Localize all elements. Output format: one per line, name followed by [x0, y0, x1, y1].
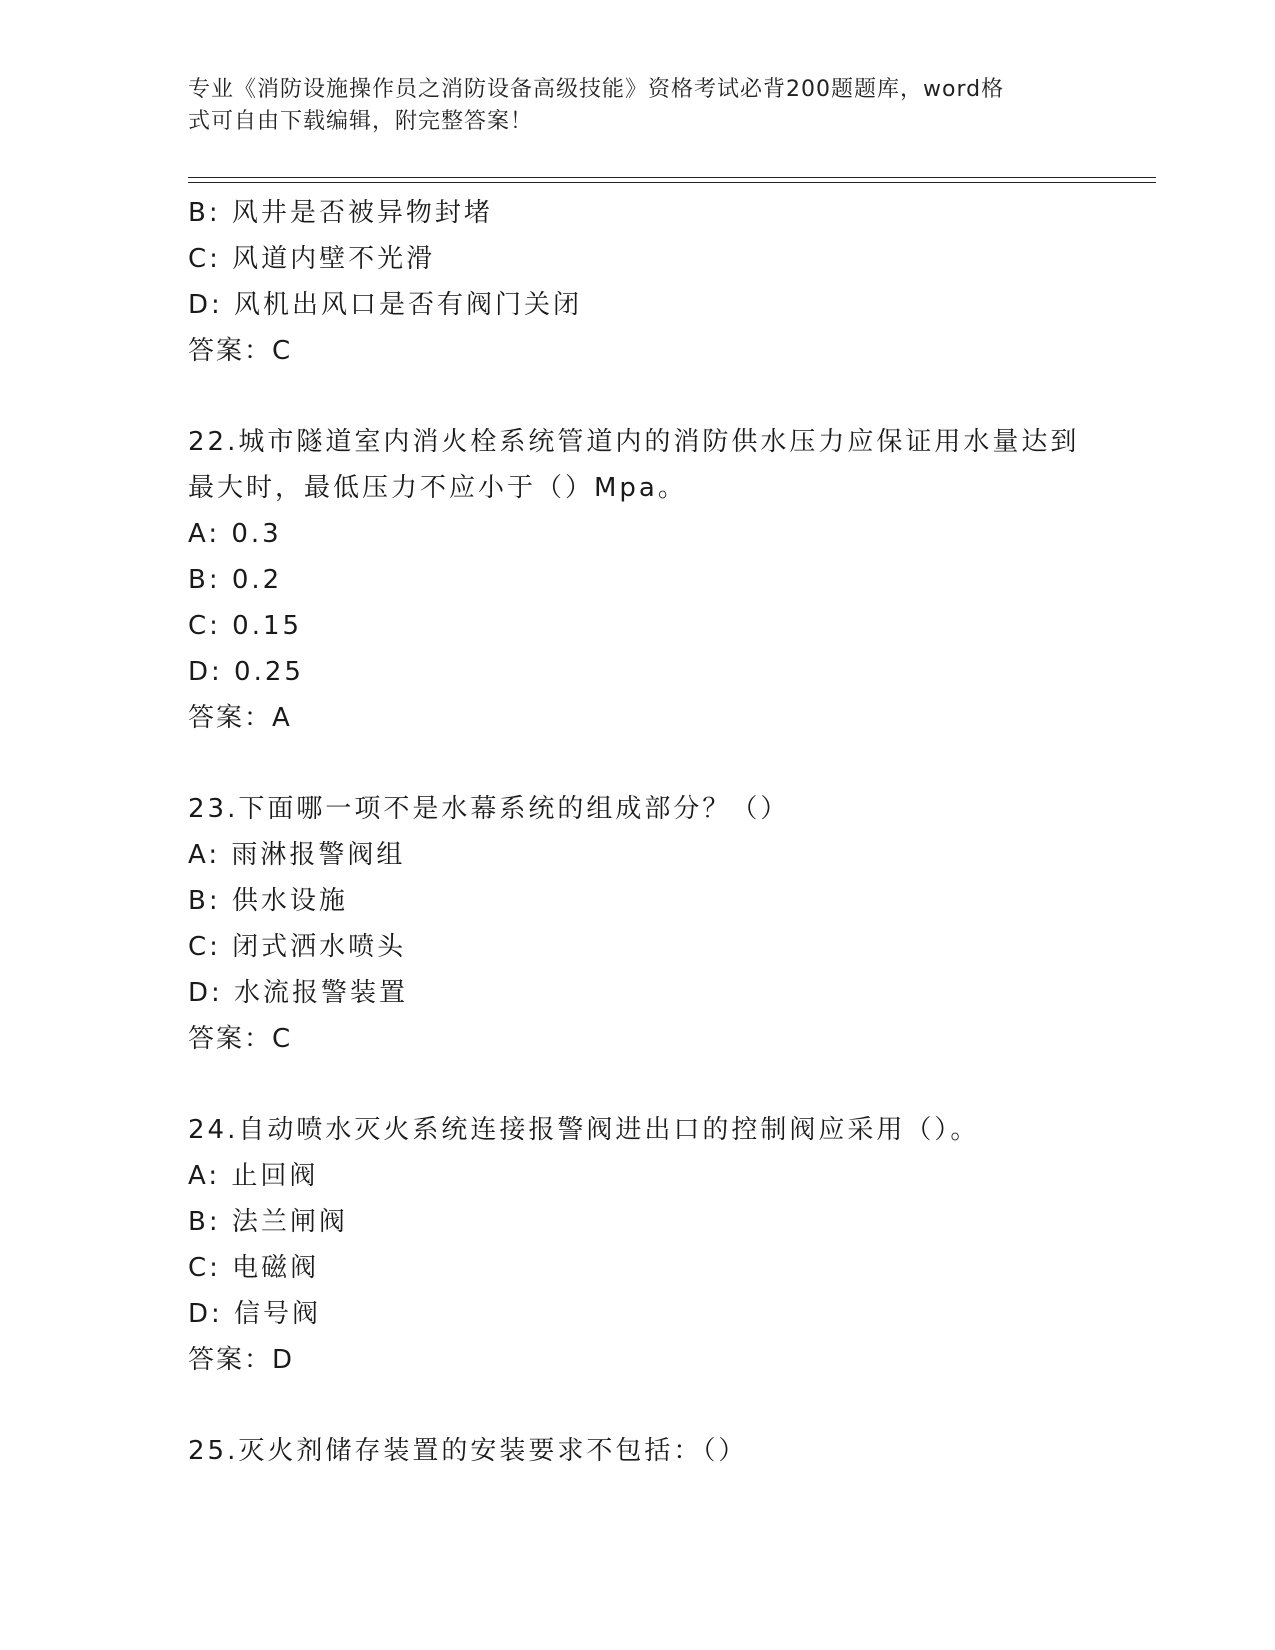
header-divider-top — [188, 177, 1156, 178]
question-block-25 — [188, 1428, 1088, 1474]
question-stem: 25.灭火剂储存装置的安装要求不包括：（） — [188, 1436, 748, 1466]
spacer — [188, 1062, 1088, 1107]
question-stem-continued: 最大时，最低压力不应小于（）Mpa。 — [188, 473, 687, 503]
spacer — [188, 741, 1088, 786]
question-stem: 24.自动喷水灭火系统连接报警阀进出口的控制阀应采用（）。 — [188, 1115, 980, 1145]
answer-line: 答案：C — [188, 1024, 293, 1054]
answer-line: 答案：D — [188, 1345, 295, 1375]
option-d: D: 水流报警装置 — [188, 978, 409, 1008]
option-d: D: 风机出风口是否有阀门关闭 — [188, 290, 583, 320]
header-line-2: 式可自由下载编辑，附完整答案！ — [188, 109, 534, 134]
question-stem: 22.城市隧道室内消火栓系统管道内的消防供水压力应保证用水量达到 — [188, 427, 1080, 457]
option-b: B: 风井是否被异物封堵 — [188, 198, 493, 228]
header-divider-bottom — [188, 182, 1156, 183]
option-a: A: 0.3 — [188, 519, 282, 549]
option-a: A: 止回阀 — [188, 1161, 319, 1191]
answer-line: 答案：C — [188, 336, 293, 366]
question-stem: 23.下面哪一项不是水幕系统的组成部分？（） — [188, 794, 790, 824]
header-line-1: 专业《消防设施操作员之消防设备高级技能》资格考试必背200题题库，word格 — [188, 77, 1005, 102]
option-a: A: 雨淋报警阀组 — [188, 840, 406, 870]
option-c: C: 风道内壁不光滑 — [188, 244, 436, 274]
option-c: C: 电磁阀 — [188, 1253, 320, 1283]
question-block-23 — [188, 786, 1088, 1062]
question-block-22 — [188, 419, 1088, 741]
question-block-21 — [188, 190, 1088, 374]
option-d: D: 信号阀 — [188, 1299, 322, 1329]
option-c: C: 0.15 — [188, 611, 303, 641]
option-c: C: 闭式洒水喷头 — [188, 932, 407, 962]
question-block-24 — [188, 1107, 1088, 1383]
question-content — [188, 190, 1088, 1474]
document-header — [188, 74, 1068, 138]
spacer — [188, 1383, 1088, 1428]
answer-line: 答案：A — [188, 703, 292, 733]
option-b: B: 法兰闸阀 — [188, 1207, 348, 1237]
option-b: B: 供水设施 — [188, 886, 348, 916]
option-b: B: 0.2 — [188, 565, 283, 595]
spacer — [188, 374, 1088, 419]
option-d: D: 0.25 — [188, 657, 304, 687]
